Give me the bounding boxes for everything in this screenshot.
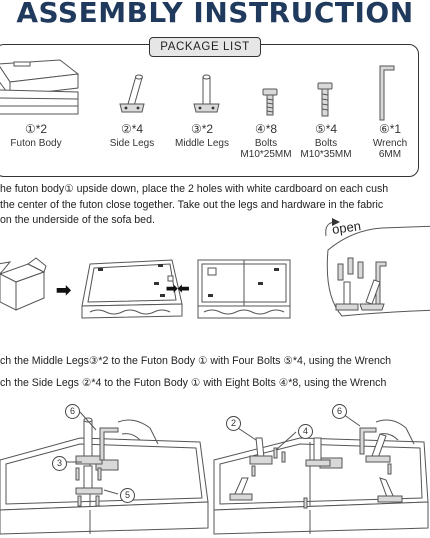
futon-together-illustration [196,254,292,324]
step1-line: the center of the futon close together. Take out the legs and hardware in the fabric [0,198,384,211]
callout-side-leg: 2 [226,416,241,431]
middle-legs-illustration [192,74,222,120]
package-item-size: M10*35MM [300,149,352,160]
package-item-name: Bolts [254,138,278,149]
package-item-futon-body [8,124,64,149]
futon-body-illustration [0,56,90,122]
package-item-wrench [362,124,418,160]
package-list-label: PACKAGE LIST [149,37,261,57]
step1-line: on the underside of the sofa bed. [0,214,155,226]
callout-middle-leg: 3 [52,456,67,471]
middle-legs-attach-illustration [0,398,210,538]
step2-line: ch the Middle Legs③*2 to the Futon Body ① with Four Bolts ⑤*4, using the Wrench [0,355,392,367]
package-item-name: Side Legs [109,138,155,149]
callout-bolt-35: 5 [120,488,135,503]
arrows-together-icon: ➡⬅ [166,280,190,296]
callout-wrench: 6 [65,404,80,419]
callout-bolt-25: 4 [298,424,313,439]
bolt-m10x35-illustration [315,82,335,122]
package-item-number: ①*2 [24,122,48,136]
step1-line: he futon body① upside down, place the 2 holes with white cardboard on each cush [0,183,389,195]
package-item-name: Middle Legs [175,138,229,149]
step2-text [0,354,391,391]
side-legs-attach-illustration [210,398,430,538]
package-item-size: 6MM [378,149,402,160]
package-item-number: ⑤*4 [314,122,338,136]
package-item-name: Futon Body [10,138,62,149]
futon-box-illustration [0,258,48,318]
callout-wrench: 6 [332,404,347,419]
package-item-side-legs [104,124,160,149]
package-item-number: ②*4 [120,122,144,136]
package-item-number: ⑥*1 [378,122,402,136]
wrench-illustration [374,64,404,124]
arrow-right-icon: ➡ [56,280,72,300]
side-legs-illustration [118,74,148,120]
package-item-number: ③*2 [190,122,214,136]
package-item-middle-legs [172,124,232,149]
package-item-size: M10*25MM [240,149,292,160]
page-title: ASSEMBLY INSTRUCTION [16,0,414,29]
package-item-name: Wrench [372,138,408,149]
package-item-bolts-35 [296,124,356,160]
open-label: open [331,218,362,237]
bolt-m10x25-illustration [260,88,280,124]
package-item-bolts-25 [238,124,294,160]
step2-line: ch the Side Legs ②*4 to the Futon Body ① with Eight Bolts ④*8, using the Wrench [0,376,387,389]
package-item-number: ④*8 [254,122,278,136]
package-item-name: Bolts [314,138,338,149]
